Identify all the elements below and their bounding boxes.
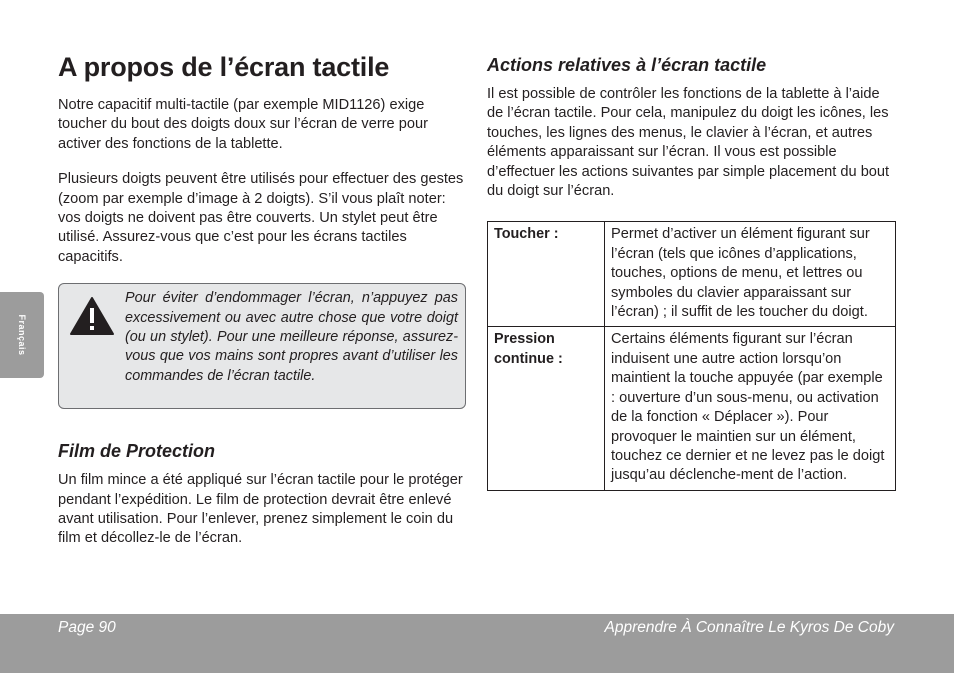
table-description: Permet d’activer un élément figurant sur l’écran (tels que icônes d’applications, touches, options de menu, et lettres ou symboles du clavier apparaissant sur l’écran) ; il suffit de les toucher du doigt.	[605, 222, 896, 327]
warning-triangle-icon	[69, 296, 115, 336]
warning-text: Pour éviter d’endommager l’écran, n’appuyez pas excessivement ou avec autre chose que votre doigt (ou un stylet). Pour une meilleure réponse, assurez-vous que vos mains sont propres avant d’utiliser les commandes de l’écran tactile.	[125, 290, 458, 384]
table-description: Certains éléments figurant sur l’écran induisent une autre action lorsqu’on maintient la touche appuyée (par exemple : ouverture d’un sous-menu, ou activation de la fonction « Déplacer »). Pour provoquer le maintien sur un élément, touchez ce dernier et ne levez pas le doigt jusqu’au déclenche-ment de l’action.	[605, 327, 896, 490]
table-row	[488, 222, 896, 327]
page-title: A propos de l’écran tactile	[58, 52, 390, 82]
right-column	[487, 53, 897, 491]
language-label: Français	[17, 314, 27, 356]
film-paragraph: Un film mince a été appliqué sur l’écran tactile pour le protéger pendant l’expédition. Le film de protection devrait être enlevé avant utilisation. Pour l’enlever, prenez simplement le coin du film et décollez-le de l’écran.	[58, 472, 463, 547]
page-footer	[0, 614, 954, 673]
table-row	[488, 327, 896, 490]
actions-intro: Il est possible de contrôler les fonctions de la tablette à l’aide de l’écran tactile. Pour cela, manipulez du doigt les icônes, les touches, les lignes des menus, le clavier à l’écran, et autres éléments apparaissant sur l’écran. Il vous est possible d’effectuer les actions suivantes par simple placement du bout du doigt sur l’écran.	[487, 86, 890, 200]
gestures-paragraph: Plusieurs doigts peuvent être utilisés pour effectuer des gestes (zoom par exemple d’image à 2 doigts). S’il vous plaît noter: vos doigts ne doivent pas être couverts. Un stylet peut être utilisé. Assurez-vous que c’est pour les écrans tactiles capacitifs.	[58, 171, 464, 265]
footer-title: Apprendre À Connaître Le Kyros De Coby	[604, 619, 894, 636]
warning-box	[58, 283, 466, 409]
page-number: Page 90	[58, 619, 116, 636]
left-column	[58, 50, 468, 549]
actions-table	[487, 221, 896, 490]
language-side-tab	[0, 292, 44, 378]
table-term: Pression continue :	[488, 327, 605, 490]
actions-heading: Actions relatives à l’écran tactile	[487, 55, 767, 75]
table-term: Toucher :	[488, 222, 605, 327]
intro-paragraph: Notre capacitif multi-tactile (par exemple MID1126) exige toucher du bout des doigts doux sur l’écran de verre pour activer des fonctions de la tablette.	[58, 97, 428, 152]
film-heading: Film de Protection	[58, 441, 216, 462]
